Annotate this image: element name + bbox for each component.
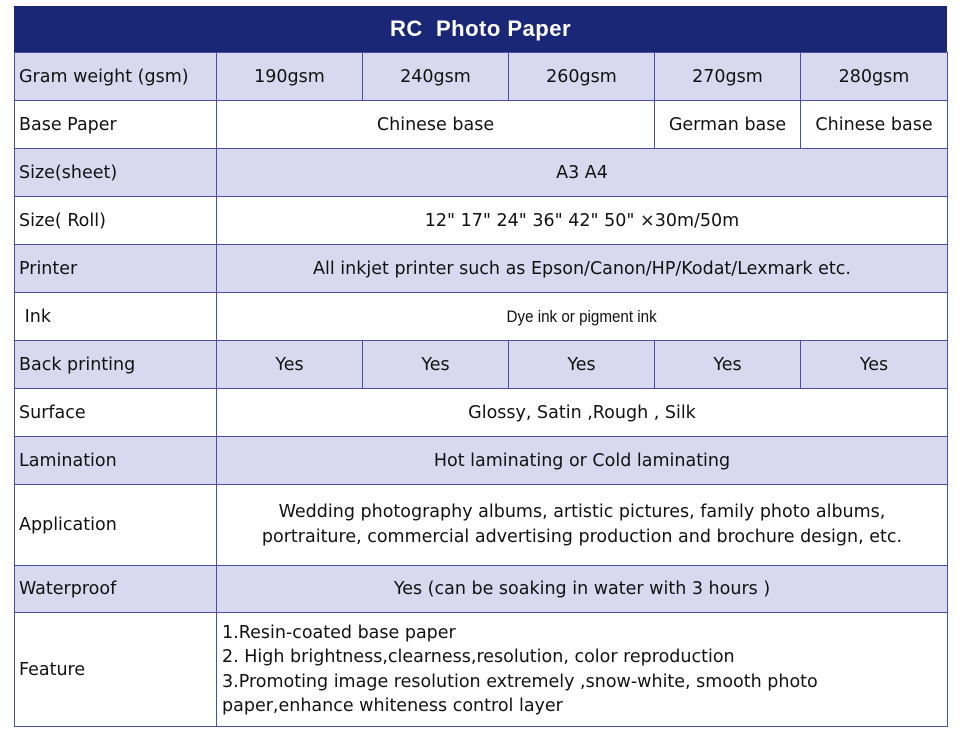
back-printing-value: Yes bbox=[801, 341, 948, 389]
printer-value: All inkjet printer such as Epson/Canon/HP/Kodat/Lexmark etc. bbox=[217, 245, 948, 293]
application-value-cell bbox=[217, 485, 948, 566]
lamination-value: Hot laminating or Cold laminating bbox=[217, 437, 948, 485]
application-line: portraiture, commercial advertising production and brochure design, etc. bbox=[261, 527, 903, 547]
feature-line: 3.Promoting image resolution extremely ,snow-white, smooth photo bbox=[222, 671, 818, 692]
table-row bbox=[15, 197, 948, 245]
gram-weight-value: 190gsm bbox=[217, 53, 363, 101]
gram-weight-value: 260gsm bbox=[509, 53, 655, 101]
row-label-lamination: Lamination bbox=[15, 437, 217, 485]
back-printing-value: Yes bbox=[655, 341, 801, 389]
row-label-size-sheet: Size(sheet) bbox=[15, 149, 217, 197]
table-row bbox=[15, 613, 948, 727]
row-label-surface: Surface bbox=[15, 389, 217, 437]
gram-weight-value: 240gsm bbox=[363, 53, 509, 101]
row-label-application: Application bbox=[15, 485, 217, 566]
row-label-gram-weight: Gram weight (gsm) bbox=[15, 53, 217, 101]
feature-value-cell bbox=[217, 613, 948, 727]
surface-value: Glossy, Satin ,Rough , Silk bbox=[217, 389, 948, 437]
size-roll-value: 12" 17" 24" 36" 42" 50" ×30m/50m bbox=[217, 197, 948, 245]
gram-weight-value: 280gsm bbox=[801, 53, 948, 101]
spec-sheet bbox=[14, 6, 947, 727]
base-paper-value: Chinese base bbox=[217, 101, 655, 149]
back-printing-value: Yes bbox=[217, 341, 363, 389]
feature-line: paper,enhance whiteness control layer bbox=[222, 696, 563, 716]
table-row bbox=[15, 485, 948, 566]
ink-value-cell bbox=[217, 293, 948, 341]
base-paper-value: German base bbox=[655, 101, 801, 149]
table-row bbox=[15, 149, 948, 197]
table-row bbox=[15, 293, 948, 341]
back-printing-value: Yes bbox=[363, 341, 509, 389]
table-row bbox=[15, 566, 948, 613]
row-label-back-printing: Back printing bbox=[15, 341, 217, 389]
table-row bbox=[15, 341, 948, 389]
table-row bbox=[15, 53, 948, 101]
ink-value: Dye ink or pigment ink bbox=[506, 307, 658, 326]
row-label-feature: Feature bbox=[15, 613, 217, 727]
table-row bbox=[15, 437, 948, 485]
row-label-size-roll: Size( Roll) bbox=[15, 197, 217, 245]
table-row bbox=[15, 245, 948, 293]
row-label-printer: Printer bbox=[15, 245, 217, 293]
feature-line: 1.Resin-coated base paper bbox=[222, 622, 456, 643]
row-label-ink: Ink bbox=[15, 293, 217, 341]
size-sheet-value: A3 A4 bbox=[217, 149, 948, 197]
table-row bbox=[15, 101, 948, 149]
table-row bbox=[15, 389, 948, 437]
gram-weight-value: 270gsm bbox=[655, 53, 801, 101]
base-paper-value: Chinese base bbox=[801, 101, 948, 149]
row-label-waterproof: Waterproof bbox=[15, 566, 217, 613]
table-title: RC Photo Paper bbox=[14, 6, 947, 52]
feature-line: 2. High brightness,clearness,resolution, color reproduction bbox=[222, 647, 735, 667]
waterproof-value: Yes (can be soaking in water with 3 hours ) bbox=[217, 566, 948, 613]
row-label-base-paper: Base Paper bbox=[15, 101, 217, 149]
back-printing-value: Yes bbox=[509, 341, 655, 389]
application-line: Wedding photography albums, artistic pictures, family photo albums, bbox=[278, 502, 886, 522]
spec-table bbox=[14, 52, 948, 727]
